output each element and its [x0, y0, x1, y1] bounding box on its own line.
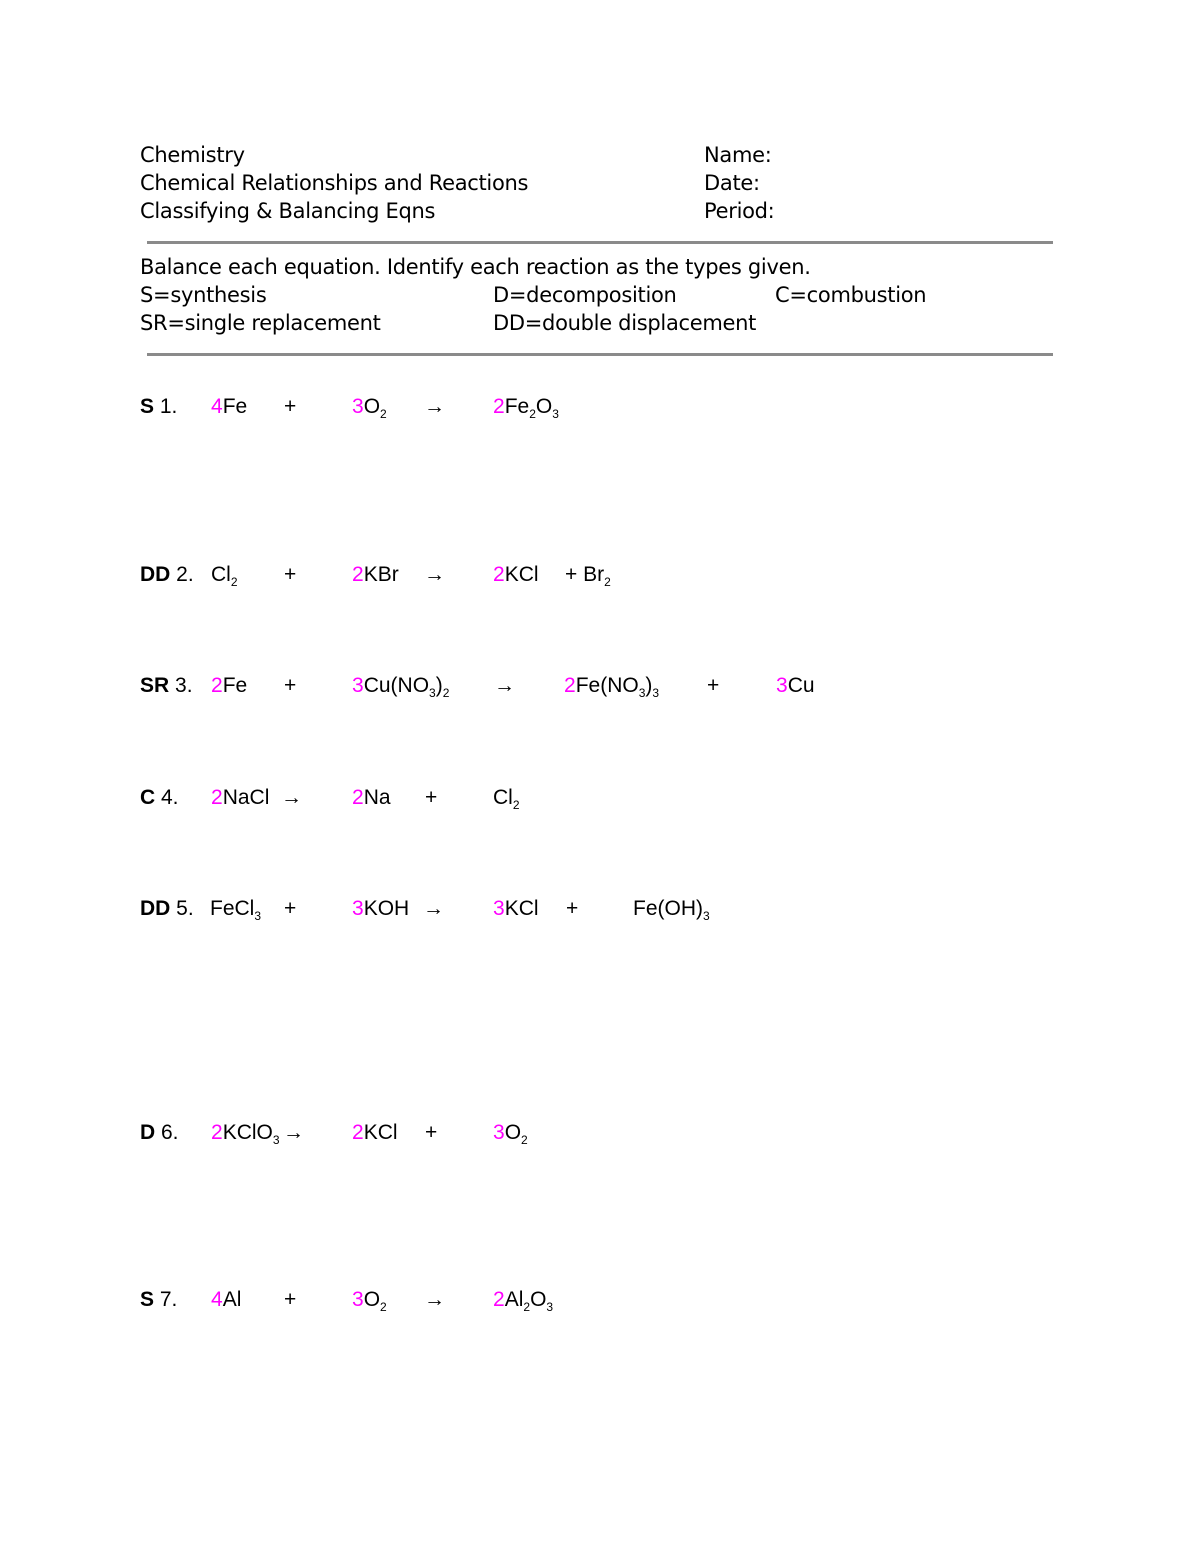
- coefficient-answer: 3: [352, 395, 364, 418]
- formula-part: O: [530, 1288, 547, 1311]
- plus-sign: +: [284, 395, 297, 418]
- formula-part: KOH: [363, 897, 410, 920]
- equation-number: 3.: [169, 674, 193, 697]
- top-divider: [147, 241, 1053, 244]
- legend-single-replacement: SR=single replacement: [140, 311, 381, 335]
- formula-part: Fe(NO: [575, 674, 639, 697]
- formula-part: Cu: [787, 674, 815, 697]
- formula-subscript: 2: [442, 686, 450, 700]
- chemical-term: [565, 563, 611, 587]
- formula-subscript: 3: [254, 909, 262, 923]
- bottom-divider: [147, 353, 1053, 356]
- formula-part: FeCl: [210, 897, 255, 920]
- reaction-type-answer: D: [140, 1121, 156, 1144]
- equation-3: [0, 674, 1200, 704]
- coefficient-answer: 2: [493, 563, 505, 586]
- formula-part: Al: [222, 1288, 242, 1311]
- chemical-term: [352, 563, 399, 587]
- formula-part: ): [435, 674, 443, 697]
- equation-label: [140, 1121, 179, 1145]
- plus-sign: +: [284, 674, 297, 697]
- equation-5: [0, 897, 1200, 927]
- coefficient-answer: 3: [493, 1121, 505, 1144]
- coefficient-answer: 2: [211, 674, 223, 697]
- formula-subscript: 3: [652, 686, 660, 700]
- plus-sign: +: [707, 674, 720, 697]
- coefficient-answer: 3: [493, 897, 505, 920]
- formula-subscript: 2: [529, 407, 536, 421]
- formula-part: KCl: [504, 563, 539, 586]
- formula-part: ): [645, 674, 653, 697]
- equation-label: [140, 563, 194, 587]
- formula-subscript: 2: [604, 575, 611, 589]
- course-name: Chemistry: [140, 143, 245, 167]
- equation-7: [0, 1288, 1200, 1318]
- equation-1: [0, 395, 1200, 425]
- coefficient-answer: 2: [352, 1121, 364, 1144]
- legend-decomposition: D=decomposition: [493, 283, 677, 307]
- coefficient-answer: 2: [352, 786, 364, 809]
- chemical-term: [776, 674, 815, 698]
- formula-subscript: 3: [552, 407, 559, 421]
- yields-arrow: →: [423, 897, 444, 920]
- chemical-term: [493, 1288, 553, 1312]
- chemical-term: [352, 1288, 387, 1312]
- formula-part: KCl: [363, 1121, 398, 1144]
- plus-sign: +: [566, 897, 579, 920]
- coefficient-answer: 3: [352, 897, 364, 920]
- equation-2: [0, 563, 1200, 593]
- chemical-term: [493, 897, 539, 921]
- reaction-type-answer: SR: [140, 674, 170, 697]
- unit-title: Chemical Relationships and Reactions: [140, 171, 529, 195]
- plus-sign: +: [425, 1121, 438, 1144]
- reaction-type-answer: C: [140, 786, 156, 809]
- chemical-term: [352, 1121, 398, 1145]
- yields-arrow: →: [424, 1288, 445, 1311]
- period-label: Period:: [704, 199, 775, 223]
- reaction-type-answer: DD: [140, 897, 171, 920]
- formula-part: O: [535, 395, 553, 418]
- chemical-term: [211, 674, 247, 698]
- formula-subscript: 3: [546, 1300, 554, 1314]
- equation-label: [140, 674, 193, 698]
- date-label: Date:: [704, 171, 760, 195]
- chemical-term: [564, 674, 659, 698]
- worksheet-title: Classifying & Balancing Eqns: [140, 199, 436, 223]
- formula-subscript: 2: [521, 1133, 528, 1147]
- name-label: Name:: [704, 143, 772, 167]
- yields-arrow: →: [281, 786, 302, 809]
- plus-sign: +: [284, 897, 297, 920]
- chemical-term: [211, 1121, 280, 1145]
- formula-part: O: [504, 1121, 522, 1144]
- coefficient-answer: 4: [211, 1288, 223, 1311]
- equation-label: [140, 786, 179, 810]
- equation-number: 1.: [154, 395, 178, 418]
- coefficient-answer: 3: [352, 1288, 364, 1311]
- chemical-term: [493, 786, 520, 810]
- formula-part: Cl: [493, 786, 513, 809]
- chemical-term: [211, 395, 247, 419]
- coefficient-answer: 4: [211, 395, 223, 418]
- chemical-term: [352, 786, 391, 810]
- equation-number: 5.: [170, 897, 194, 920]
- formula-part: KClO: [222, 1121, 273, 1144]
- yields-arrow: →: [424, 395, 445, 418]
- coefficient-answer: 2: [352, 563, 364, 586]
- formula-part: KCl: [504, 897, 539, 920]
- formula-part: Fe: [222, 395, 248, 418]
- equation-number: 2.: [170, 563, 194, 586]
- legend-combustion: C=combustion: [775, 283, 927, 307]
- equation-number: 7.: [154, 1288, 178, 1311]
- plus-sign: +: [284, 563, 297, 586]
- reaction-type-answer: DD: [140, 563, 171, 586]
- formula-part: O: [363, 1288, 381, 1311]
- equation-label: [140, 1288, 177, 1312]
- yields-arrow: →: [424, 563, 445, 586]
- formula-part: Al: [504, 1288, 524, 1311]
- equation-label: [140, 395, 177, 419]
- chemical-term: [493, 1121, 528, 1145]
- chemical-term: [493, 563, 539, 587]
- coefficient-answer: 2: [564, 674, 576, 697]
- formula-part: Fe(OH): [633, 897, 703, 920]
- formula-part: Cu(NO: [363, 674, 430, 697]
- coefficient-answer: 2: [493, 395, 505, 418]
- coefficient-answer: 3: [352, 674, 364, 697]
- formula-part: Fe: [222, 674, 248, 697]
- chemical-term: [633, 897, 710, 921]
- formula-subscript: 2: [523, 1300, 531, 1314]
- formula-part: Na: [363, 786, 391, 809]
- formula-part: KBr: [363, 563, 399, 586]
- equation-label: [140, 897, 194, 921]
- equation-number: 6.: [155, 1121, 179, 1144]
- yields-arrow: →: [283, 1121, 304, 1144]
- equation-number: 4.: [155, 786, 179, 809]
- chemical-term: [352, 897, 409, 921]
- formula-subscript: 2: [380, 1300, 387, 1314]
- plus-sign: +: [284, 1288, 297, 1311]
- formula-subscript: 3: [638, 686, 646, 700]
- formula-part: + Br: [565, 563, 605, 586]
- reaction-type-answer: S: [140, 395, 155, 418]
- legend-double-displacement: DD=double displacement: [493, 311, 757, 335]
- formula-part: NaCl: [222, 786, 270, 809]
- reaction-type-answer: S: [140, 1288, 155, 1311]
- chemical-term: [352, 674, 449, 698]
- formula-subscript: 3: [429, 686, 436, 700]
- formula-part: Cl: [211, 563, 231, 586]
- formula-subscript: 3: [272, 1133, 280, 1147]
- coefficient-answer: 3: [776, 674, 788, 697]
- chemical-term: [493, 395, 559, 419]
- chemical-term: [211, 786, 269, 810]
- coefficient-answer: 2: [493, 1288, 505, 1311]
- legend-synthesis: S=synthesis: [140, 283, 267, 307]
- equation-6: [0, 1121, 1200, 1151]
- chemical-term: [211, 563, 238, 587]
- formula-subscript: 2: [512, 798, 520, 812]
- formula-subscript: 3: [703, 909, 710, 923]
- formula-part: O: [363, 395, 381, 418]
- plus-sign: +: [425, 786, 438, 809]
- chemical-term: [211, 1288, 241, 1312]
- equation-4: [0, 786, 1200, 816]
- formula-part: Fe: [504, 395, 530, 418]
- chemical-term: [210, 897, 261, 921]
- instructions-line: Balance each equation. Identify each reaction as the types given.: [140, 255, 811, 279]
- formula-subscript: 2: [230, 575, 238, 589]
- chemical-term: [352, 395, 387, 419]
- formula-subscript: 2: [380, 407, 387, 421]
- coefficient-answer: 2: [211, 786, 223, 809]
- coefficient-answer: 2: [211, 1121, 223, 1144]
- yields-arrow: →: [494, 674, 515, 697]
